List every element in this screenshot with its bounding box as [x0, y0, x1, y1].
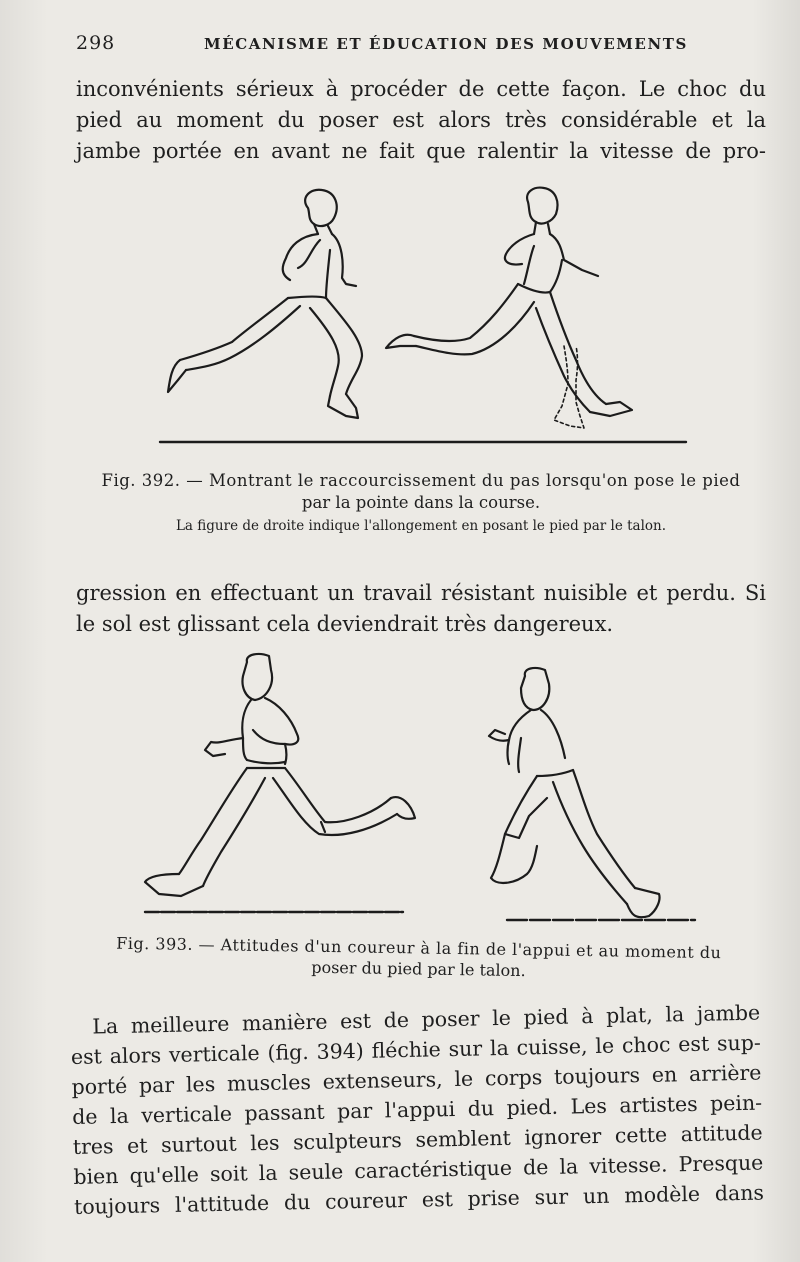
- figure-392-illustration: [150, 180, 690, 450]
- text-line: bien qu'elle soit la seule caractéristique de la vitesse. Presque: [73, 1150, 764, 1189]
- caption-line: poser du pied par le talon.: [311, 957, 526, 981]
- paragraph-3: [70, 998, 764, 1222]
- text-line: pied au moment du poser est alors très considérable et la: [76, 108, 766, 132]
- running-head: MÉCANISME ET ÉDUCATION DES MOUVEMENTS: [204, 35, 688, 53]
- paragraph-2: [76, 578, 766, 640]
- text-line: tres et surtout les sculpteurs semblent ignorer cette attitude: [72, 1120, 763, 1159]
- text-line: jambe portée en avant ne fait que ralentir la vitesse de pro-: [76, 139, 766, 163]
- text-line: gression en effectuant un travail résistant nuisible et perdu. Si: [76, 581, 766, 605]
- text-line: toujours l'attitude du coureur est prise sur un modèle dans: [73, 1180, 765, 1219]
- figure-393-illustration: [135, 648, 700, 933]
- text-line: La meilleure manière est de poser le pied à plat, la jambe: [92, 1000, 761, 1039]
- figure-393-caption: [73, 932, 764, 985]
- figure-392-note: La figure de droite indique l'allongement en posant le pied par le talon.: [175, 518, 667, 534]
- page-header: [76, 32, 776, 58]
- figure-392-caption: [76, 470, 766, 514]
- runner-left-drawing: [145, 654, 415, 896]
- text-line: est alors verticale (fig. 394) fléchie sur la cuisse, le choc est sup-: [70, 1030, 762, 1069]
- runner-right-drawing: [489, 668, 660, 917]
- caption-line: Fig. 393. — Attitudes d'un coureur à la fin de l'appui et au moment du: [116, 933, 722, 963]
- text-line: porté par les muscles extenseurs, le corps toujours en arrière: [71, 1060, 762, 1099]
- text-line: le sol est glissant cela deviendrait très dangereux.: [76, 612, 614, 636]
- runner-right-drawing: [386, 188, 632, 428]
- caption-line: Fig. 392. — Montrant le raccourcissement du pas lorsqu'on pose le pied: [101, 471, 741, 490]
- caption-line: par la pointe dans la course.: [301, 493, 541, 512]
- runner-left-drawing: [168, 190, 362, 418]
- text-line: inconvénients sérieux à procéder de cette façon. Le choc du: [76, 77, 766, 101]
- paragraph-1: [76, 74, 766, 167]
- text-line: de la verticale passant par l'appui du pied. Les artistes pein-: [71, 1090, 763, 1129]
- page-number: 298: [76, 32, 116, 54]
